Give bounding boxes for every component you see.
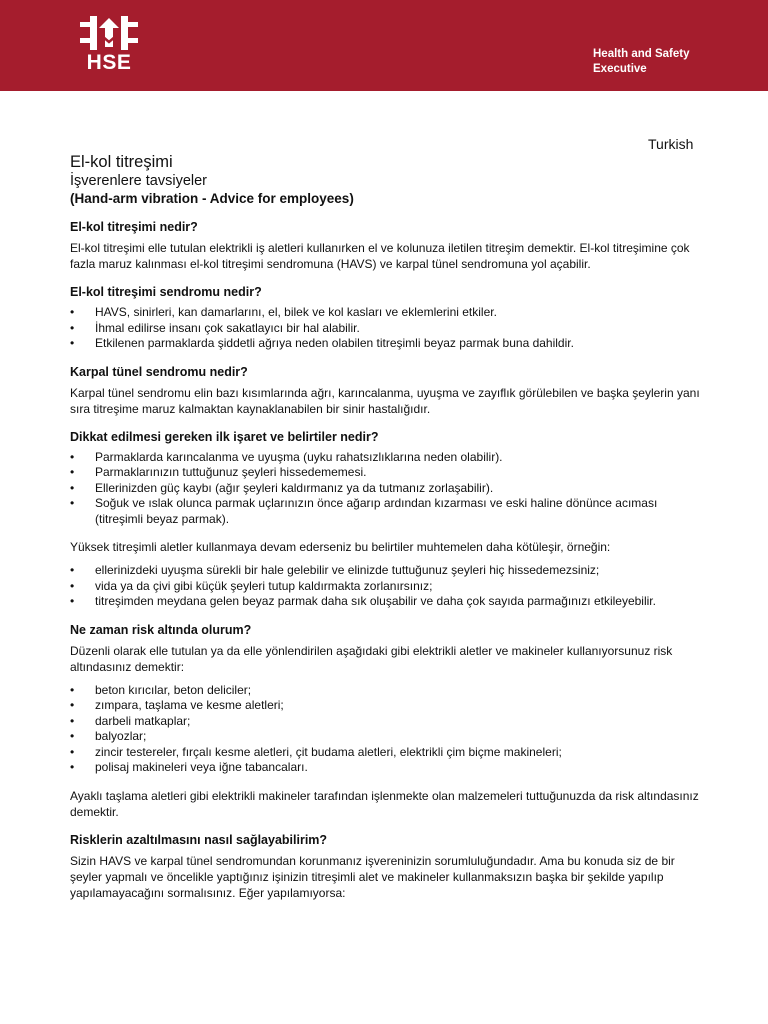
heading-risk: Ne zaman risk altında olurum? bbox=[70, 622, 252, 637]
paragraph-risk-machines: Ayaklı taşlama aletleri gibi elektrikli makineler tarafından işlenmekte olan malzemeleri tuttuğunuzda da risk altındasınız demektir. bbox=[70, 788, 699, 819]
organization-name bbox=[593, 47, 690, 77]
list-item: • Soğuk ve ıslak olunca parmak uçlarınızın önce ağarıp ardından kızarması ve eski haline dönünce acıması (titreşimli beyaz parmak). bbox=[70, 496, 700, 527]
language-label: Turkish bbox=[648, 136, 694, 152]
heading-signs: Dikkat edilmesi gereken ilk işaret ve belirtiler nedir? bbox=[70, 429, 379, 444]
org-name-line1: Health and Safety bbox=[593, 48, 690, 60]
list-item: • polisaj makineleri veya iğne tabancaları. bbox=[70, 760, 700, 776]
paragraph-reduce: Sizin HAVS ve karpal tünel sendromundan korunmanız işvereninizin sorumluluğundadır. Ama bu konuda siz de bir şeyler yapmalı ve öncelikle yaptığınız işinizin titreşimli alet ve makineler kullanmaksızın başka bir şekilde yapılıp yapılamayacağını sormalısınız. Eğer yapılamıyorsa: bbox=[70, 853, 675, 900]
document-title: El-kol titreşimi bbox=[70, 153, 173, 171]
list-item: • ellerinizdeki uyuşma sürekli bir hale gelebilir ve elinizde tuttuğunuz şeyleri hiç hissedemezsiniz; bbox=[70, 563, 700, 579]
list-item: • zincir testereler, fırçalı kesme aletleri, çit budama aletleri, elektrikli çim biçme makineleri; bbox=[70, 745, 700, 761]
list-item: • darbeli matkaplar; bbox=[70, 714, 700, 730]
hse-emblem-icon bbox=[80, 14, 138, 52]
paragraph-risk: Düzenli olarak elle tutulan ya da elle yönlendirilen aşağıdaki gibi elektrikli aletler ve makineler kullanıyorsunuz risk altındasınız demektir: bbox=[70, 643, 673, 674]
header-banner bbox=[0, 0, 768, 91]
logo-text: HSE bbox=[86, 51, 132, 74]
document-subtitle: İşverenlere tavsiyeler bbox=[70, 173, 207, 189]
org-name-line2: Executive bbox=[593, 63, 647, 75]
list-signs-worse bbox=[70, 563, 700, 610]
paragraph-signs-worse: Yüksek titreşimli aletler kullanmaya devam ederseniz bu belirtiler muhtemelen daha kötüleşir, örneğin: bbox=[70, 540, 611, 554]
list-item: • Parmaklarınızın tuttuğunuz şeyleri hissedememesi. bbox=[70, 465, 700, 481]
heading-havs: El-kol titreşimi sendromu nedir? bbox=[70, 285, 262, 299]
list-havs bbox=[70, 305, 700, 352]
list-item: • vida ya da çivi gibi küçük şeyleri tutup kaldırmakta zorlanırsınız; bbox=[70, 579, 700, 595]
hse-logo bbox=[80, 14, 138, 76]
list-item: • Ellerinizden güç kaybı (ağır şeyleri kaldırmanız ya da tutmanız zorlaşabilir). bbox=[70, 481, 700, 497]
list-risk-tools bbox=[70, 683, 700, 776]
heading-reduce: Risklerin azaltılmasını nasıl sağlayabilirim? bbox=[70, 832, 328, 847]
list-item: • Etkilenen parmaklarda şiddetli ağrıya neden olabilen titreşimli beyaz parmak buna dahildir. bbox=[70, 336, 700, 352]
list-item: • HAVS, sinirleri, kan damarlarını, el, bilek ve kol kasları ve eklemlerini etkiler. bbox=[70, 305, 700, 321]
heading-carpal: Karpal tünel sendromu nedir? bbox=[70, 364, 248, 379]
list-item: • İhmal edilirse insanı çok sakatlayıcı bir hal alabilir. bbox=[70, 321, 700, 337]
heading-what-is: El-kol titreşimi nedir? bbox=[70, 220, 198, 234]
list-item: • Parmaklarda karıncalanma ve uyuşma (uyku rahatsızlıklarına neden olabilir). bbox=[70, 450, 700, 466]
paragraph-what-is: El-kol titreşimi elle tutulan elektrikli iş aletleri kullanırken el ve kolunuza iletilen titreşim demektir. El-kol titreşimine çok fazla maruz kalınması el-kol titreşimi sendromuna (HAVS) ve karpal tünel sendromuna yol açabilir. bbox=[70, 241, 690, 271]
paragraph-carpal: Karpal tünel sendromu elin bazı kısımlarında ağrı, karıncalanma, uyuşma ve zayıflık görülebilen ve başka şeylerin yanı sıra titreşime maruz kalmaktan kaynaklanabilen bir sinir hastalığıdır. bbox=[70, 385, 700, 416]
list-item: • zımpara, taşlama ve kesme aletleri; bbox=[70, 698, 700, 714]
list-signs bbox=[70, 450, 700, 528]
list-item: • balyozlar; bbox=[70, 729, 700, 745]
document-body bbox=[70, 152, 700, 901]
list-item: • beton kırıcılar, beton deliciler; bbox=[70, 683, 700, 699]
list-item: • titreşimden meydana gelen beyaz parmak daha sık oluşabilir ve daha çok sayıda parmağınızı etkileyebilir. bbox=[70, 594, 700, 610]
english-title: (Hand-arm vibration - Advice for employees) bbox=[70, 191, 354, 206]
